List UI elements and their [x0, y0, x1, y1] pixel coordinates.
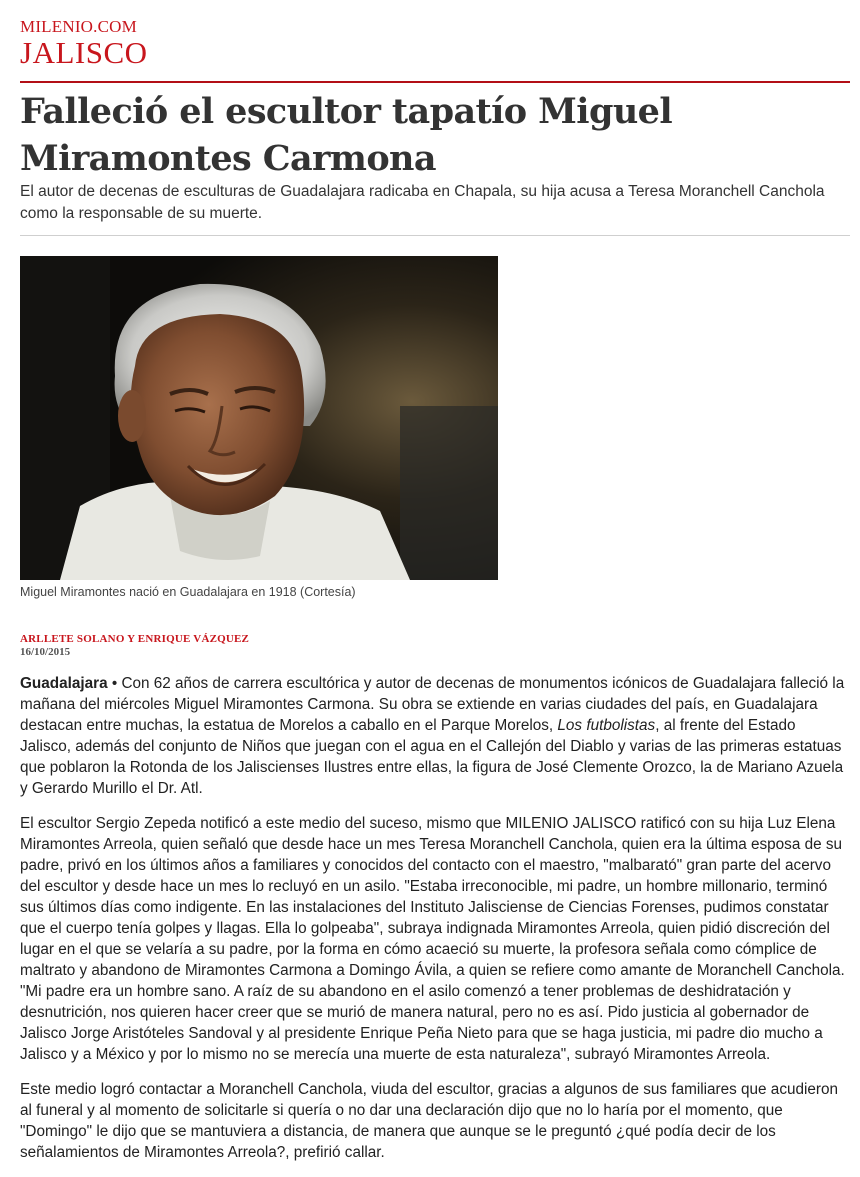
subhead-divider: [20, 235, 850, 236]
site-logo[interactable]: MILENIO.COM: [20, 17, 137, 36]
article-photo: [20, 256, 498, 580]
paragraph-2: El escultor Sergio Zepeda notificó a este medio del suceso, mismo que MILENIO JALISCO ratificó con su hija Luz Elena Miramontes Arreola, quien señaló que desde hace un mes Teresa Moranchell Canchola, quien era la última esposa de su padre, privó en los últimos años a familiares y conocidos del contacto con el maestro, "malbarató" gran parte del acervo del escultor y desde hace un mes lo recluyó en un asilo. "Estaba irreconocible, mi padre, un hombre millonario, terminó sus últimos días como indigente. En las instalaciones del Instituto Jalisciense de Ciencias Forenses, pudimos constatar que el cuerpo tenía golpes y llagas. Ella lo golpeaba", subraya indignada Miramontes Arreola, quien pidió discreción del lugar en el que se velaría a su padre, por la forma en cómo acaeció su muerte, la profesora señala como cómplice de maltrato y abandono de Miramontes Carmona a Domingo Ávila, a quien se refiere como amante de Moranchell Canchola. "Mi padre era un hombre sano. A raíz de su abandono en el asilo comenzó a tener problemas de deshidratación y desnutrición, nos quieren hacer creer que se murió de manera natural, pero no es así. Pido justicia al gobernador de Jalisco Jorge Aristóteles Sandoval y al presidente Enrique Peña Nieto para que se haga justicia, mi padre dio mucho a Jalisco y a México y por lo mismo no se merecía una muerte de esta naturaleza", subrayó Miramontes Arreola.: [20, 815, 845, 1063]
masthead[interactable]: [20, 18, 148, 70]
masthead-divider: [20, 81, 850, 83]
paragraph-1-text-a: Con 62 años de carrera escultórica y autor de decenas de monumentos icónicos de Guadalajara falleció la mañana del miércoles Miguel Miramontes Carmona. Su obra se extiende en varias ciudades del país, en Guadalajara destacan entre muchas, la estatua de Morelos a caballo en el Parque Morelos,: [20, 675, 845, 734]
paragraph-1-text-b: , al frente del Estado Jalisco, además del conjunto de Niños que juegan con el agua en el Callejón del Diablo y varias de las primeras estatuas que poblaron la Rotonda de los Jaliscienses Ilustres entre ellas, la figura de José Clemente Orozco, la de Mariano Azuela y Gerardo Murillo el Dr. Atl.: [20, 717, 844, 797]
photo-caption: Miguel Miramontes nació en Guadalajara en 1918 (Cortesía): [20, 585, 356, 599]
article-subhead: El autor de decenas de esculturas de Guadalajara radicaba en Chapala, su hija acusa a Teresa Moranchell Canchola como la responsable de su muerte.: [20, 183, 825, 222]
artwork-title: Los futbolistas: [557, 717, 656, 734]
article-headline: Falleció el escultor tapatío Miguel Miramontes Carmona: [20, 91, 673, 179]
article-date: 16/10/2015: [20, 646, 71, 658]
dateline-city: Guadalajara: [20, 675, 108, 692]
article-body: [20, 673, 850, 1177]
dateline-separator: •: [107, 675, 122, 692]
paragraph-1: [20, 673, 850, 799]
article-byline[interactable]: ARLLETE SOLANO Y ENRIQUE VÁZQUEZ: [20, 633, 250, 645]
paragraph-3: Este medio logró contactar a Moranchell Canchola, viuda del escultor, gracias a algunos de sus familiares que acudieron al funeral y al momento de solicitarle si quería o no dar una declaración dijo que no lo haría por el momento, que "Domingo" le dijo que se mantuviera a distancia, de manera que aunque se le preguntó ¿qué podía decir de los señalamientos de Miramontes Arreola?, prefirió callar.: [20, 1081, 838, 1161]
section-name[interactable]: JALISCO: [20, 35, 148, 70]
